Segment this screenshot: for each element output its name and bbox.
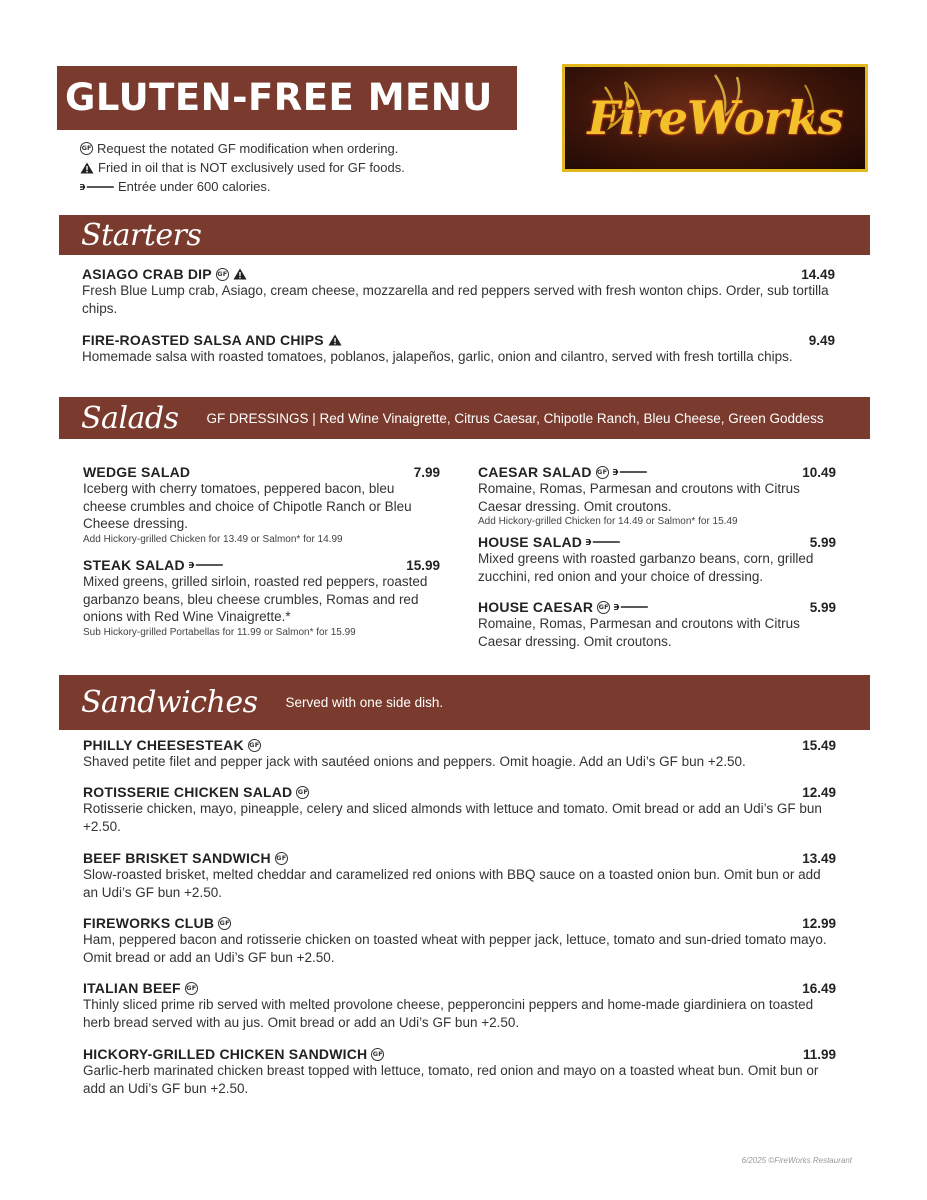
item-description: Fresh Blue Lump crab, Asiago, cream cheese, mozzarella and red peppers served with fresh wonton chips. Order, sub tortilla chips. bbox=[82, 283, 829, 316]
item-note: Sub Hickory-grilled Portabellas for 11.99 or Salmon* for 15.99 bbox=[83, 626, 356, 638]
item-price: 11.99 bbox=[802, 1046, 836, 1062]
menu-item-asiago-crab-dip bbox=[82, 266, 835, 317]
footer-copyright: 6/2025 ©FireWorks Restaurant bbox=[741, 1156, 852, 1165]
legend-gf-row bbox=[80, 139, 405, 158]
legend-warning-row bbox=[80, 158, 405, 177]
menu-item-steak-salad bbox=[83, 557, 440, 640]
item-price: 10.49 bbox=[802, 464, 836, 480]
gluten-free-icon: GF bbox=[80, 142, 93, 155]
item-description: Iceberg with cherry tomatoes, peppered bacon, bleu cheese crumbles and choice of Chipotle Ranch or Bleu Cheese dressing. bbox=[83, 481, 412, 531]
page-title: GLUTEN-FREE MENU bbox=[57, 66, 517, 130]
legend-warning-text: Fried in oil that is NOT exclusively used for GF foods. bbox=[98, 160, 405, 175]
item-name: FIREWORKS CLUB bbox=[83, 915, 215, 931]
item-name: ITALIAN BEEF bbox=[83, 980, 181, 996]
item-description: Mixed greens, grilled sirloin, roasted red peppers, roasted garbanzo beans, bleu cheese crumbles, Romas and red onions with Red Wine Vinaigrette.* bbox=[83, 574, 428, 624]
starters-title: Starters bbox=[81, 217, 202, 253]
item-description: Romaine, Romas, Parmesan and croutons with Citrus Caesar dressing. Omit croutons. bbox=[478, 616, 800, 649]
salads-title: Salads bbox=[81, 400, 179, 436]
salads-subtitle: GF DRESSINGS | Red Wine Vinaigrette, Citrus Caesar, Chipotle Ranch, Bleu Cheese, Green Goddess bbox=[206, 410, 824, 426]
item-description: Shaved petite filet and pepper jack with sautéed onions and peppers. Omit hoagie. Add an Udi’s GF bun +2.50. bbox=[83, 754, 746, 769]
item-name: ASIAGO CRAB DIP bbox=[82, 266, 212, 282]
item-price: 12.49 bbox=[802, 784, 836, 800]
item-price: 13.49 bbox=[802, 850, 836, 866]
item-name: STEAK SALAD bbox=[83, 557, 185, 573]
fork-icon bbox=[80, 183, 114, 191]
item-description: Rotisserie chicken, mayo, pineapple, celery and sliced almonds with lettuce and tomato. Omit bread or add an Udi’s GF bun +2.50. bbox=[83, 801, 822, 834]
legend-light-row bbox=[80, 177, 405, 196]
item-name: HICKORY-GRILLED CHICKEN SANDWICH bbox=[83, 1046, 368, 1062]
legend bbox=[80, 139, 405, 196]
item-price: 16.49 bbox=[802, 980, 836, 996]
item-note: Add Hickory-grilled Chicken for 14.49 or Salmon* for 15.49 bbox=[478, 516, 738, 527]
menu-item-house-salad bbox=[478, 534, 836, 585]
legend-gf-text: Request the notated GF modification when ordering. bbox=[97, 141, 399, 156]
menu-item-italian-beef bbox=[83, 980, 836, 1031]
fireworks-logo bbox=[562, 64, 868, 172]
item-description: Thinly sliced prime rib served with melted provolone cheese, pepperoncini peppers and home-made giardiniera on toasted herb bread served with au jus. Omit bread or add an Udi’s GF bun +2.50. bbox=[83, 997, 814, 1030]
warning-icon bbox=[233, 268, 247, 280]
item-price: 5.99 bbox=[809, 599, 836, 615]
gluten-free-icon: GF bbox=[218, 917, 231, 930]
item-price: 15.99 bbox=[406, 557, 440, 573]
item-name: HOUSE SALAD bbox=[478, 534, 583, 550]
menu-item-fireworks-club bbox=[83, 915, 836, 966]
sandwiches-section-header bbox=[59, 675, 870, 730]
gluten-free-icon: GF bbox=[216, 268, 229, 281]
item-price: 15.49 bbox=[802, 737, 836, 753]
item-name: WEDGE SALAD bbox=[83, 464, 191, 480]
item-price: 14.49 bbox=[801, 266, 835, 282]
sandwiches-title: Sandwiches bbox=[81, 685, 258, 720]
menu-item-wedge-salad bbox=[83, 464, 440, 547]
warning-icon bbox=[80, 162, 94, 174]
item-price: 9.49 bbox=[808, 332, 835, 348]
menu-item-fire-roasted-salsa bbox=[82, 332, 835, 366]
fork-icon bbox=[614, 603, 648, 611]
item-name: BEEF BRISKET SANDWICH bbox=[83, 850, 271, 866]
item-price: 12.99 bbox=[802, 915, 836, 931]
starters-section-header bbox=[59, 215, 870, 255]
item-name: CAESAR SALAD bbox=[478, 464, 592, 480]
menu-item-philly-cheesesteak bbox=[83, 737, 836, 771]
item-name: PHILLY CHEESESTEAK bbox=[83, 737, 244, 753]
fork-icon bbox=[613, 468, 647, 476]
gluten-free-icon: GF bbox=[371, 1048, 384, 1061]
warning-icon bbox=[328, 334, 342, 346]
fork-icon bbox=[586, 538, 620, 546]
item-price: 7.99 bbox=[413, 464, 440, 480]
item-name: HOUSE CAESAR bbox=[478, 599, 594, 615]
gluten-free-icon: GF bbox=[248, 739, 261, 752]
menu-item-rotisserie-chicken-salad bbox=[83, 784, 836, 835]
gluten-free-icon: GF bbox=[597, 601, 610, 614]
item-description: Garlic-herb marinated chicken breast topped with lettuce, tomato, red onion and mayo on a toasted wheat bun. Omit bun or add an Udi’s GF bun +2.50. bbox=[83, 1063, 819, 1096]
item-price: 5.99 bbox=[809, 534, 836, 550]
logo-text: FireWorks bbox=[587, 91, 843, 145]
item-note: Add Hickory-grilled Chicken for 13.49 or Salmon* for 14.99 bbox=[83, 533, 343, 545]
legend-light-text: Entrée under 600 calories. bbox=[118, 179, 271, 194]
item-name: FIRE-ROASTED SALSA AND CHIPS bbox=[82, 332, 324, 348]
sandwiches-subtitle: Served with one side dish. bbox=[285, 695, 444, 710]
item-description: Slow-roasted brisket, melted cheddar and caramelized red onions with BBQ sauce on a toasted onion bun. Omit bun or add an Udi’s GF bun +2.50. bbox=[83, 867, 821, 900]
item-description: Homemade salsa with roasted tomatoes, poblanos, jalapeños, garlic, onion and cilantro, served with fresh tortilla chips. bbox=[82, 349, 793, 364]
salads-section-header bbox=[59, 397, 870, 439]
item-description: Ham, peppered bacon and rotisserie chicken on toasted wheat with pepper jack, lettuce, tomato and sun-dried tomato mayo. Omit bread or add an Udi’s GF bun +2.50. bbox=[83, 932, 827, 965]
item-description: Romaine, Romas, Parmesan and croutons with Citrus Caesar dressing. Omit croutons. bbox=[478, 481, 800, 514]
menu-item-caesar-salad bbox=[478, 464, 836, 529]
item-description: Mixed greens with roasted garbanzo beans, corn, grilled zucchini, red onion and your choice of dressing. bbox=[478, 551, 814, 584]
menu-item-hickory-grilled-chicken-sandwich bbox=[83, 1046, 836, 1097]
item-name: ROTISSERIE CHICKEN SALAD bbox=[83, 784, 293, 800]
gluten-free-icon: GF bbox=[185, 982, 198, 995]
gluten-free-icon: GF bbox=[296, 786, 309, 799]
menu-item-beef-brisket-sandwich bbox=[83, 850, 836, 901]
gluten-free-icon: GF bbox=[275, 852, 288, 865]
menu-item-house-caesar bbox=[478, 599, 836, 650]
fork-icon bbox=[189, 561, 223, 569]
gluten-free-icon: GF bbox=[596, 466, 609, 479]
